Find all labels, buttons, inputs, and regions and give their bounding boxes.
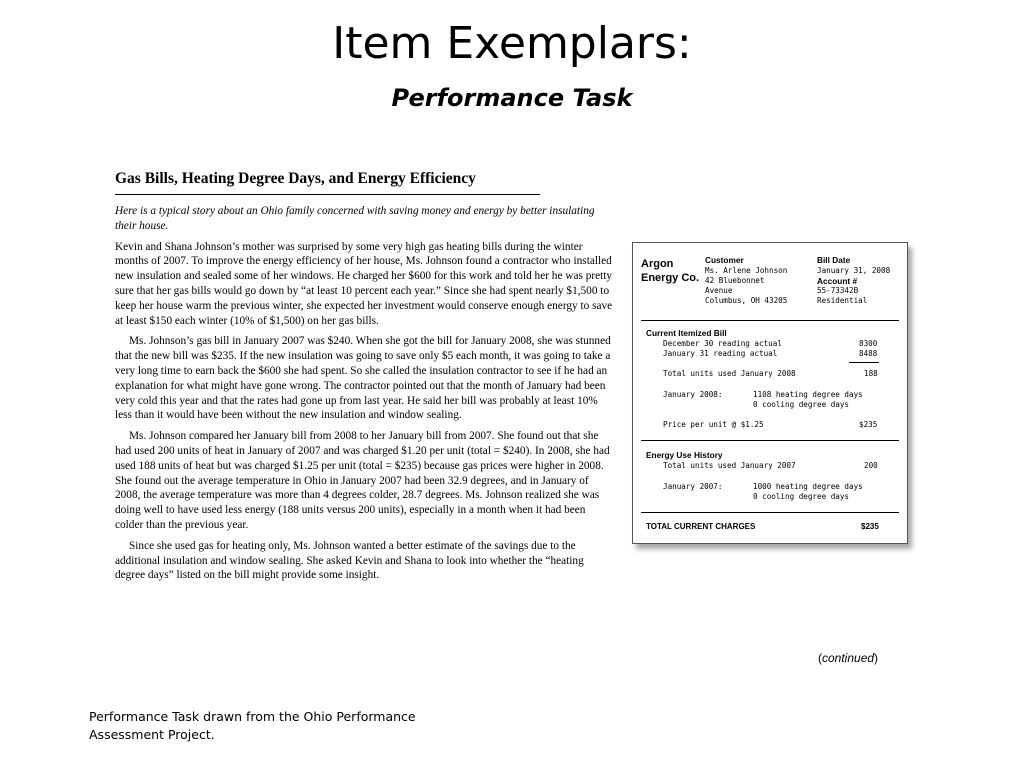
bill-account: 55-73342B bbox=[817, 286, 859, 295]
continued-word: continued bbox=[822, 651, 875, 665]
bill-total-units-value: 188 bbox=[864, 369, 878, 378]
bill-reading-value: 8488 bbox=[859, 349, 878, 358]
bill-divider bbox=[641, 320, 899, 321]
bill-company-name: Argon Energy Co. bbox=[641, 258, 700, 284]
document-paragraph: Since she used gas for heating only, Ms. Johnson wanted a better estimate of the savings due to the additional insulation and window sealing. She asked Kevin and Shana to look into whether the “heating degree days” listed on the bill might provide some insight. bbox=[115, 539, 584, 582]
bill-reading-label: January 31 reading actual bbox=[663, 349, 778, 358]
bill-price-label: Price per unit @ $1.25 bbox=[663, 420, 764, 429]
bill-customer-line: Avenue bbox=[705, 286, 733, 295]
bill-customer-label: Customer bbox=[705, 255, 744, 265]
bill-heating-degree-days: 1000 heating degree days bbox=[753, 482, 863, 491]
bill-cooling-degree-days: 0 cooling degree days bbox=[753, 492, 850, 501]
slide-title: Item Exemplars: bbox=[332, 18, 692, 69]
continued-note: (continued) bbox=[818, 651, 879, 665]
bill-heating-degree-days: 1108 heating degree days bbox=[753, 390, 863, 399]
bill-itemized-label: Current Itemized Bill bbox=[646, 328, 727, 338]
document-paragraph: Kevin and Shana Johnson’s mother was surprised by some very high gas heating bills during the winter months of 2007. To improve the energy efficiency of her house, Ms. Johnson found a contractor who installed new insulation and sealed some of her windows. He charged her $600 for this work and told her he was pretty sure that her gas bills would go down by “at least 10 percent each year.” Since she had spent nearly $1,500 to keep her house warm the previous winter, she expected her investment would conserve enough energy to save at least $150 each winter (10% of $1,500) on her gas bills. bbox=[115, 240, 613, 327]
bill-date: January 31, 2008 bbox=[817, 266, 891, 275]
bill-divider bbox=[641, 440, 899, 441]
bill-period-label: January 2008: bbox=[663, 390, 723, 399]
gas-bill bbox=[632, 242, 908, 544]
bill-reading-label: December 30 reading actual bbox=[663, 339, 782, 348]
document-paragraph: Ms. Johnson compared her January bill from 2008 to her January bill from 2007. She found out that she had used 200 units of heat in January of 2007 and was charged $1.20 per unit (total = $240). In 2008, she had used 188 units of heat but was charged $1.25 per unit (total = $235) because gas prices were higher in 2008. She found out the average temperature in Ohio in January 2007 had been 32.9 degrees, and in January of 2008, the average temperature was more than 4 degrees colder, 28.7 degrees. Ms. Johnson realized she was doing well to have used less energy (188 units versus 200 units), especially in a month when it had been colder than the previous year. bbox=[115, 430, 610, 531]
bill-total-charges-value: $235 bbox=[861, 522, 879, 531]
bill-history-label: Energy Use History bbox=[646, 450, 723, 460]
bill-account-type: Residential bbox=[817, 296, 868, 305]
bill-customer-line: 42 Bluebonnet bbox=[705, 276, 765, 285]
bill-sum-rule bbox=[849, 362, 879, 363]
document-heading: Gas Bills, Heating Degree Days, and Energy Efficiency bbox=[115, 170, 540, 195]
document-body bbox=[115, 204, 615, 589]
bill-history-units-label: Total units used January 2007 bbox=[663, 461, 796, 470]
bill-customer-line: Columbus, OH 43205 bbox=[705, 296, 788, 305]
bill-total-units-label: Total units used January 2008 bbox=[663, 369, 796, 378]
bill-divider bbox=[641, 512, 899, 513]
bill-customer-line: Ms. Arlene Johnson bbox=[705, 266, 788, 275]
bill-period-label: January 2007: bbox=[663, 482, 723, 491]
bill-date-label: Bill Date bbox=[817, 255, 851, 265]
bill-history-units-value: 200 bbox=[864, 461, 878, 470]
document-paragraph: Ms. Johnson’s gas bill in January 2007 was $240. When she got the bill for January 2008, she was stunned that the new bill was $235. If the new insulation was going to save only $5 each month, it was going to take a very long time to earn back the $600 she had spent. So she called the insulation contractor to see if he had an explanation for what might have gone wrong. The contractor pointed out that the month of January had been very cold this year and that the rates had gone up from last year. He said her bill was probably at least 10% less than it would have been without the new insulation and window sealing. bbox=[115, 335, 611, 422]
bill-reading-value: 8300 bbox=[859, 339, 878, 348]
bill-price-value: $235 bbox=[859, 420, 878, 429]
slide-subtitle: Performance Task bbox=[391, 84, 633, 112]
bill-account-label: Account # bbox=[817, 276, 858, 286]
slide-footer: Performance Task drawn from the Ohio Performance Assessment Project. bbox=[89, 709, 416, 742]
document-intro: Here is a typical story about an Ohio family concerned with saving money and energy by better insulating their house. bbox=[115, 205, 595, 232]
bill-total-charges-label: TOTAL CURRENT CHARGES bbox=[646, 522, 756, 531]
bill-cooling-degree-days: 0 cooling degree days bbox=[753, 400, 850, 409]
